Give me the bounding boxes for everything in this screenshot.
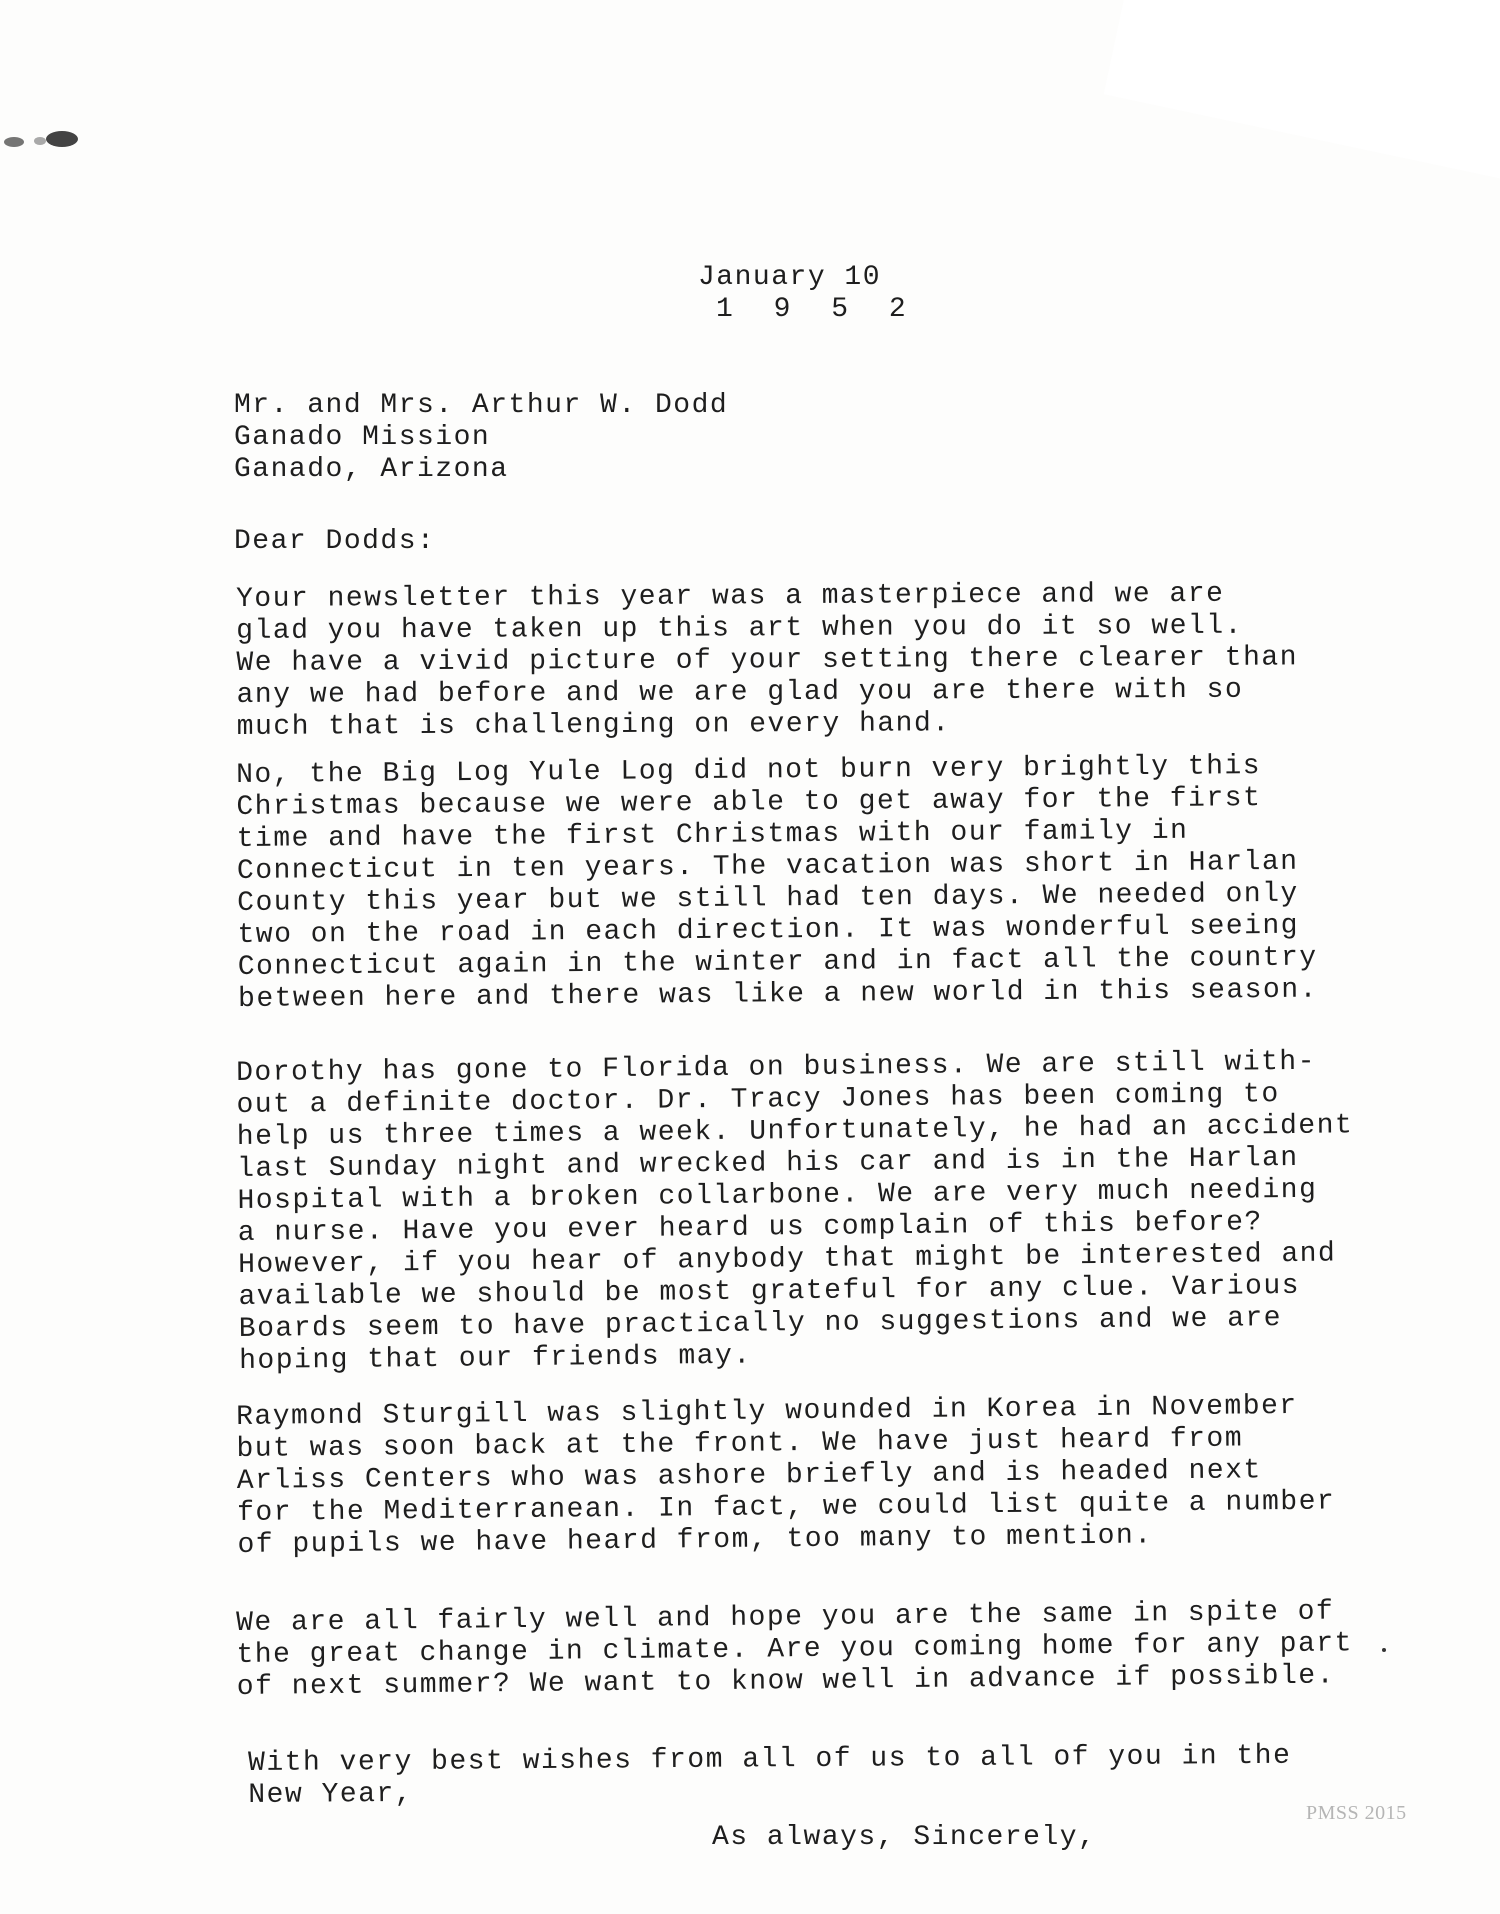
address-line: Ganado, Arizona (234, 454, 509, 485)
closing: As always, Sincerely, (712, 1822, 1097, 1853)
recipient-address (234, 390, 728, 486)
body-paragraph: Raymond Sturgill was slightly wounded in Korea in November but was soon back at the front. We have just heard from Arliss Centers who was ashore briefly and is headed next for the Mediterranean. In fact, we could list quite a number of pupils we have heard from, too many to mention. (236, 1390, 1336, 1561)
body-paragraph: No, the Big Log Yule Log did not burn very brightly this Christmas because we were able to get away for the first time and have the first Christmas with our family in Connecticut in ten years. The vacation was short in Harlan County this year but we still had ten days. We needed only two on the road in each direction. It was wonderful seeing Connecticut again in the winter and in fact all the country between here and there was like a new world in this season. (236, 751, 1319, 1015)
archive-watermark: PMSS 2015 (1306, 1802, 1407, 1824)
letter-year: 1 9 5 2 (716, 294, 918, 325)
ink-smudge (0, 126, 90, 156)
body-paragraph: We are all fairly well and hope you are the same in spite of the great change in climate. Are you coming home for any part of next summer? We want to know well in advance if possible. (236, 1596, 1354, 1703)
address-line: Ganado Mission (234, 422, 491, 453)
ink-dot (1382, 1648, 1386, 1652)
page-corner (1104, 0, 1500, 181)
body-paragraph: Dorothy has gone to Florida on business. We are still with- out a definite doctor. Dr. Tracy Jones has been coming to help us three times a week. Unfortunately, he had an accident last Sunday night and wrecked his car and is in the Harlan Hospital with a broken collarbone. We are very much needing a nurse. Have you ever heard us complain of this before? However, if you hear of anybody that might be interested and available we should be most grateful for any clue. Various Boards seem to have practically no suggestions and we are hoping that our friends may. (236, 1046, 1354, 1377)
body-paragraph: Your newsletter this year was a masterpiece and we are glad you have taken up this art when you do it so well. We have a vivid picture of your setting there clearer than any we had before and we are glad you are there with so much that is challenging on every hand. (236, 578, 1299, 743)
salutation: Dear Dodds: (234, 526, 436, 557)
address-line: Mr. and Mrs. Arthur W. Dodd (234, 390, 729, 421)
letter-date: January 10 (698, 262, 882, 293)
body-paragraph: With very best wishes from all of us to all of you in the New Year, (248, 1740, 1292, 1811)
